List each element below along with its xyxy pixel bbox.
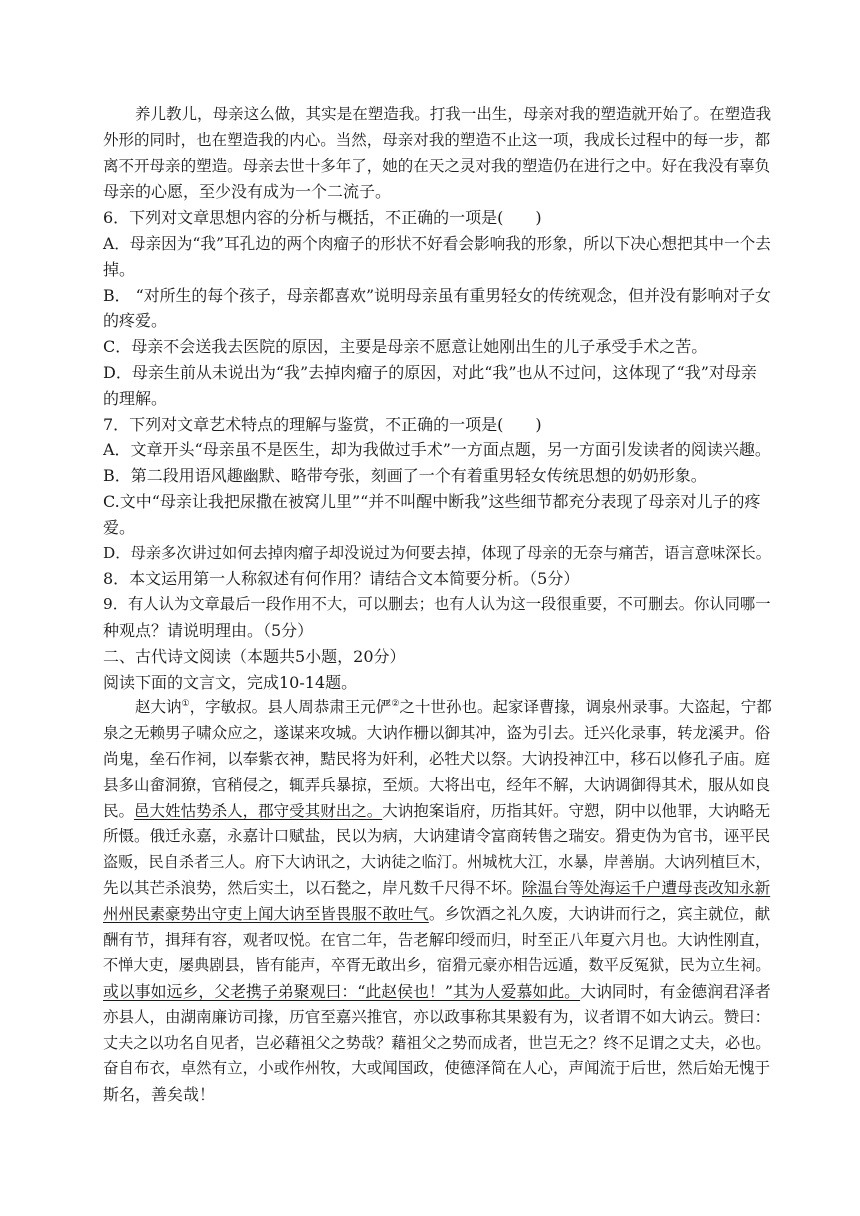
text-line: A．母亲因为“我”耳孔边的两个肉瘤子的形状不好看会影响我的形象，所以下决心想把其中一个去: [103, 233, 771, 253]
text-line: 二、古代诗文阅读（本题共5小题，20分）: [103, 646, 406, 666]
text-line: 6．下列对文章思想内容的分析与概括，不正确的一项是( ): [103, 208, 542, 228]
text-line: A．文章开头“母亲虽不是医生，却为我做过手术”一方面点题，另一方面引发读者的阅读兴趣。: [103, 440, 771, 460]
text-line: 尚鬼，垒石作祠，以奉紫衣神，黠民将为奸利，必牲犬以祭。大讷投神江中，移石以修孔子庙。庭: [103, 749, 771, 768]
text-line: 盗贩，民自杀者三人。府下大讷讯之，大讷徒之临汀。州城枕大江，水暴，岸善崩。大讷列植巨木，: [103, 853, 771, 872]
underlined-sentence: 州州民素豪势出守吏上闻大讷至皆畏服不敢吐气: [103, 904, 429, 923]
text-line: 斯名，善矣哉！: [103, 1085, 216, 1105]
text-segment: 。乡饮酒之礼久废，大讷讲而行之，宾主就位，献: [428, 904, 771, 923]
text-line: 泉之无赖男子啸众应之，遂谋来攻城。大讷作栅以御其冲，盗为引去。迁兴化录事，转龙溪尹。俗: [103, 724, 771, 743]
underlined-sentence: 邑大姓怙势杀人，郡守受其财出之。: [134, 801, 383, 820]
footnote-marker: ②: [391, 699, 400, 710]
text-line: [103, 902, 771, 928]
text-line: 7．下列对文章艺术特点的理解与鉴赏，不正确的一项是( ): [103, 414, 542, 434]
text-line: 所慑。俄迁永嘉，永嘉计口赋盐，民以为病，大讷建请令富商转售之瑞安。猾吏伪为官书，诬平民: [103, 827, 771, 846]
text-line: 不惮大吏，屡典剧县，皆有能声，卒胥无敢出乡，宿猾元豪亦相告远遁，数平反冤狱，民为立生祠。: [103, 956, 771, 975]
underlined-sentence: 或以事如远乡，父老携子弟聚观曰：“此赵侯也！”其为人爱慕如此。: [103, 982, 581, 1002]
text-line: 离不开母亲的塑造。母亲去世十多年了，她的在天之灵对我的塑造仍在进行之中。好在我没有辜负: [103, 156, 771, 175]
text-line: 爱。: [103, 517, 136, 537]
text-line: 的理解。: [103, 388, 168, 408]
text-line: 8．本文运用第一人称叙述有何作用？请结合文本简要分析。（5分）: [103, 569, 580, 589]
text-line: 9．有人认为文章最后一段作用不大，可以删去；也有人认为这一段很重要，不可删去。你认同哪一: [103, 595, 771, 614]
text-segment: 之十世孙也。起家译曹掾，调泉州录事。大盗起，宁都: [399, 698, 772, 717]
text-line: 母亲的心愿，至少没有成为一个二流子。: [103, 182, 392, 202]
text-line: 掉。: [103, 259, 136, 279]
text-line: D．母亲多次讲过如何去掉肉瘤子却没说过为何要去掉，体现了母亲的无奈与痛苦，语言意味深长。: [103, 543, 771, 562]
text-segment: 大讷抱案诣府，历指其奸。守愬，阴中以他罪，大讷略无: [382, 801, 771, 820]
text-segment: 先以其芒杀浪势，然后实土，以石甃之，岸凡数千尺得不坏。: [103, 878, 522, 897]
text-line: 奋自布衣，卓然有立，小或作州牧，大或闻国政，使德泽简在人心，声闻流于后世，然后始无愧于: [103, 1059, 771, 1078]
text-line: 阅读下面的文言文，完成10-14题。: [103, 672, 358, 692]
text-segment: 民。: [103, 801, 135, 820]
text-line: 养儿教儿，母亲这么做，其实是在塑造我。打我一出生，母亲对我的塑造就开始了。在塑造我: [135, 105, 772, 123]
text-line: B． “对所生的每个孩子，母亲都喜欢”说明母亲虽有重男轻女的传统观念，但并没有影响对子女: [103, 285, 771, 305]
text-line: C.文中“母亲让我把尿撒在被窝儿里”“并不叫醒中断我”这些细节都充分表现了母亲对儿子的疼: [103, 491, 761, 511]
text-line: [103, 799, 771, 825]
footnote-marker: ①: [181, 699, 190, 710]
text-line: D．母亲生前从未说出为“我”去掉肉瘤子的原因，对此“我”也从不过问，这体现了“我”对母亲: [103, 362, 757, 382]
text-line: C．母亲不会送我去医院的原因，主要是母亲不愿意让她刚出生的儿子承受手术之苦。: [103, 337, 708, 357]
text-line: [103, 876, 771, 902]
text-line: B．第二段用语风趣幽默、略带夸张，刻画了一个有着重男轻女传统思想的奶奶形象。: [103, 466, 707, 486]
text-line: 亦县人，由湖南廉访司掾，历官至嘉兴推官，亦以政事称其果毅有为，议者谓不如大讷云。赞曰：: [103, 1007, 771, 1026]
text-line: 丈夫之以功名自见者，岂必藉祖父之势哉？藉祖父之势而成者，世岂无之？终不足谓之丈夫，必也。: [103, 1033, 771, 1052]
text-line: [103, 695, 771, 721]
text-line: [103, 979, 771, 1005]
text-line: 的疼爱。: [103, 311, 168, 331]
text-line: 县多山畲洞獠，官稍侵之，辄弄兵暴掠，至烦。大将出屯，经年不解，大讷调御得其术，服从如良: [103, 775, 771, 794]
text-line: 外形的同时，也在塑造我的内心。当然，母亲对我的塑造不止这一项，我成长过程中的每一步，都: [103, 130, 771, 149]
text-line: 种观点？请说明理由。（5分）: [103, 620, 314, 640]
text-segment: 赵大讷: [135, 698, 182, 717]
text-segment: 大讷同时，有金德润君泽者: [580, 982, 771, 1002]
text-line: 酬有节，揖拜有容，观者叹悦。在官二年，告老解印绶而归，时至正八年夏六月也。大讷性刚直，: [103, 930, 771, 949]
document-body: [103, 102, 771, 1108]
underlined-sentence: 除温台等处海运千户遭母丧改知永新: [521, 878, 771, 897]
text-segment: ，字敏叔。县人周恭肃王元俨: [189, 698, 392, 717]
